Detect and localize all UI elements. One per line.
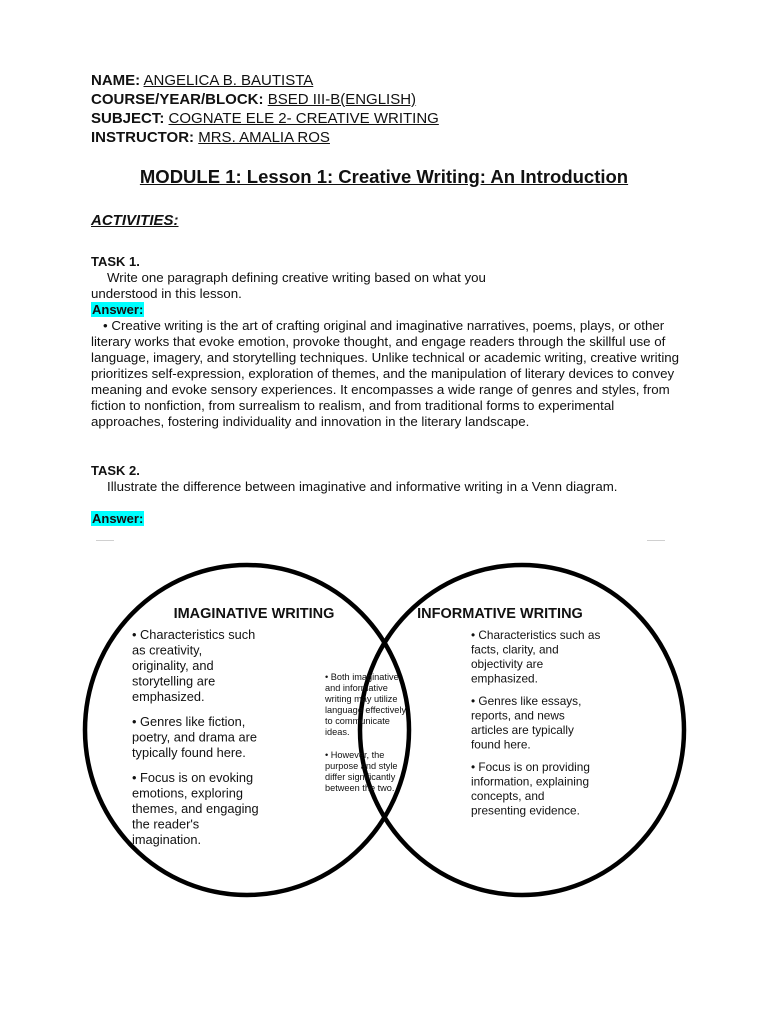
venn-diagram [0,560,768,940]
course-value: BSED III-B(ENGLISH) [267,91,417,108]
task2-answer-label: Answer: [92,511,144,526]
instructor-value: MRS. AMALIA ROS [198,129,330,146]
subject-value: COGNATE ELE 2- CREATIVE WRITING [168,110,439,127]
task2-prompt [91,479,641,495]
instructor-line [91,128,330,147]
venn-left-title: IMAGINATIVE WRITING [173,606,335,622]
venn-left-point: • Focus is on evoking emotions, exploring themes, and engaging the reader's imagination. [132,770,259,847]
page-title: MODULE 1: Lesson 1: Creative Writing: An Introduction [139,166,629,187]
name-value: ANGELICA B. BAUTISTA [143,72,314,89]
instructor-label: INSTRUCTOR: [91,129,195,146]
venn-center-points [324,672,406,793]
task1-prompt [91,270,551,302]
venn-right-points [471,628,600,818]
venn-left-point: • Characteristics such as creativity, originality, and storytelling are emphasized. [132,627,256,704]
name-line [91,71,313,90]
course-label: COURSE/YEAR/BLOCK: [91,91,264,108]
name-label: NAME: [91,72,141,89]
task1-answer-text: • Creative writing is the art of crafting original and imaginative narratives, poems, plays, or other literary works that evoke emotion, provoke thought, and engage readers through the skillful use of language, imagery, and storytelling techniques. Unlike technical or academic writing, creative writing prioritizes self-expression, exploration of themes, and the manipulation of literary devices to convey meaning and evoke sensory experiences. It encompasses a wide range of genres and styles, from fiction to nonfiction, from surrealism to realism, and from traditional forms to experimental approaches, fostering individuality and innovation in the literary landscape. [91,318,680,429]
venn-right-point: • Characteristics such as facts, clarity, and objectivity are emphasized. [471,628,601,686]
venn-left-point: • Genres like fiction, poetry, and drama are typically found here. [132,714,257,760]
course-line [91,90,416,109]
venn-right-title: INFORMATIVE WRITING [417,606,583,622]
divider-mark-left [96,540,114,541]
task1-label: TASK 1. [91,254,140,269]
task2-prompt-text: Illustrate the difference between imaginative and informative writing in a Venn diagram. [107,479,618,494]
venn-left-points [132,627,259,847]
task1-answer [91,318,681,430]
subject-line [91,109,439,128]
activities-heading: ACTIVITIES: [91,212,179,229]
venn-center-point: • Both imaginative and informative writing may utilize language effectively to communicate ideas. [325,672,407,737]
venn-center-point: • However, the purpose and style differ significantly between the two. [325,750,398,793]
divider-mark-right [647,540,665,541]
task1-prompt-text: Write one paragraph defining creative writing based on what you understood in this lesson. [91,270,486,301]
venn-right-point: • Genres like essays, reports, and news articles are typically found here. [471,694,582,752]
subject-label: SUBJECT: [91,110,165,127]
task2-label: TASK 2. [91,463,140,478]
venn-right-point: • Focus is on providing information, explaining concepts, and presenting evidence. [471,760,590,818]
task1-answer-label: Answer: [92,302,144,317]
